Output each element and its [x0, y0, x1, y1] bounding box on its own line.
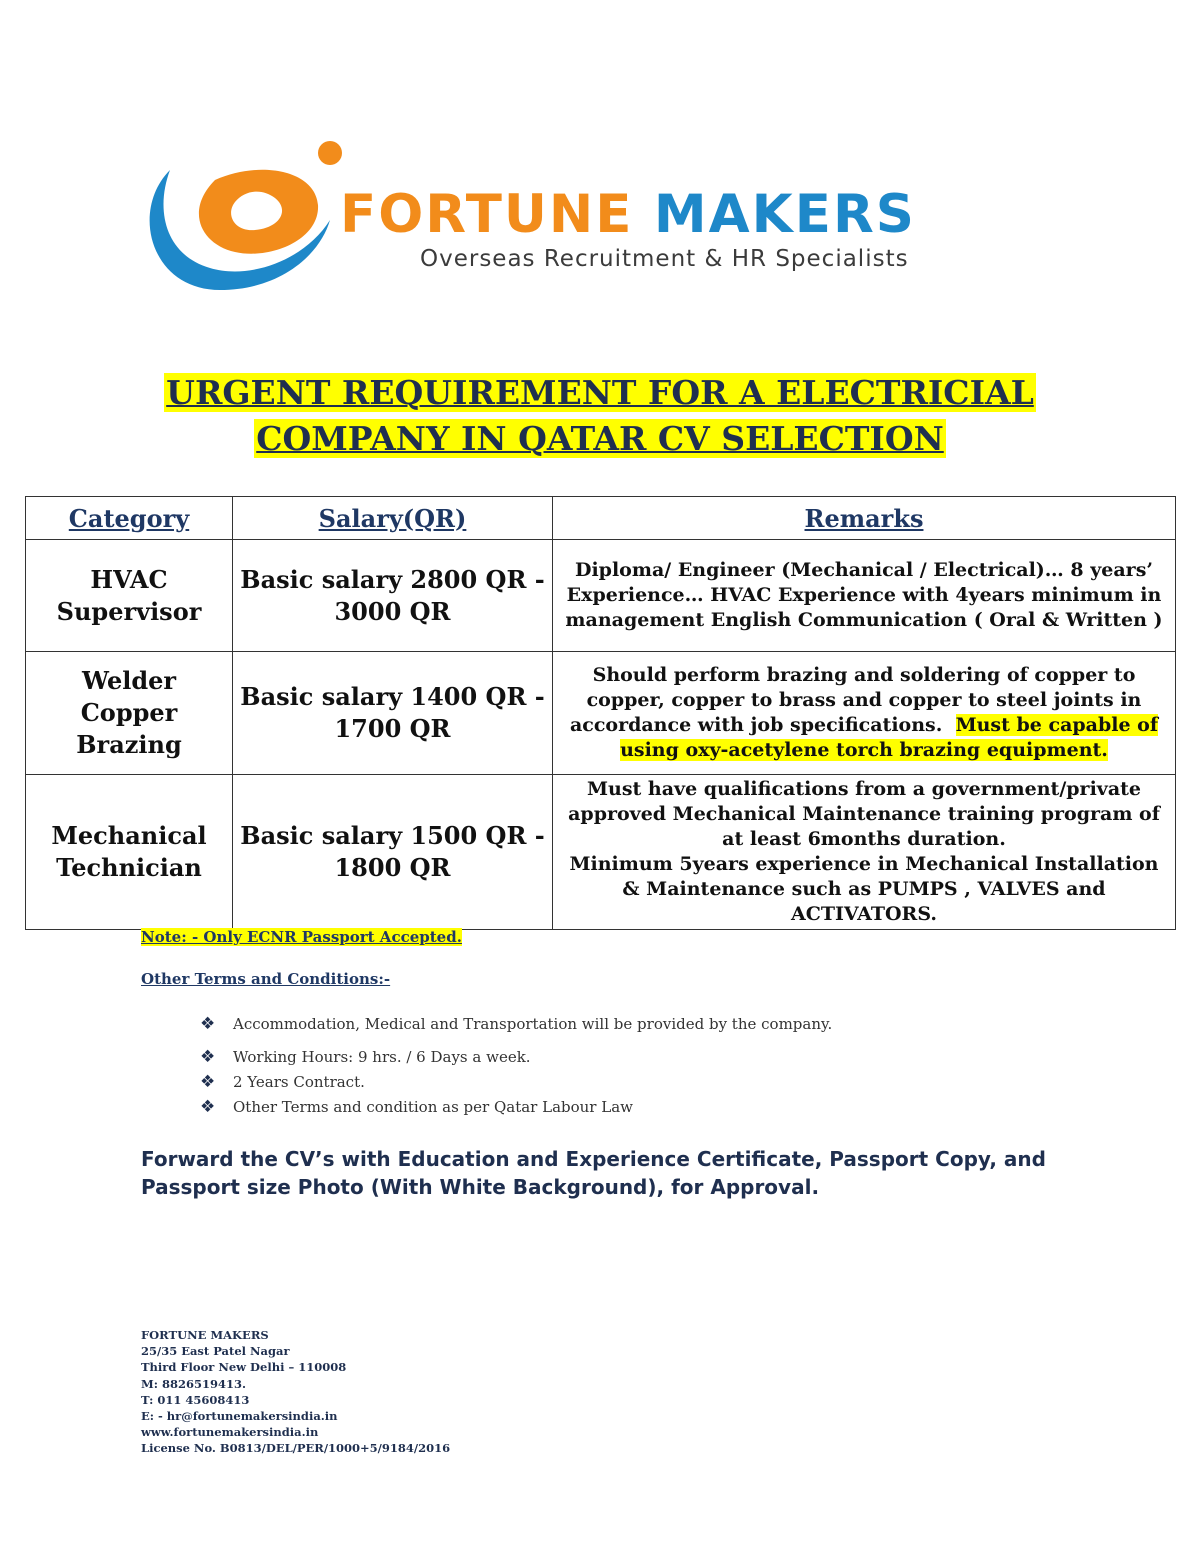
footer-address-line: 25/35 East Patel Nagar — [141, 1344, 290, 1359]
list-item — [200, 1070, 832, 1095]
table-row — [26, 652, 1176, 775]
brand-tagline: Overseas Recruitment & HR Specialists — [420, 246, 909, 272]
salary-line: Basic salary 1500 QR - — [240, 821, 545, 850]
page-title — [0, 370, 1200, 462]
ecnr-note: Note: - Only ECNR Passport Accepted. — [141, 928, 462, 946]
header-remarks: Remarks — [553, 497, 1176, 540]
job-table — [25, 496, 1176, 930]
footer-license: License No. B0813/DEL/PER/1000+5/9184/2016 — [141, 1441, 451, 1456]
footer-company: FORTUNE MAKERS — [141, 1328, 269, 1342]
term-text: 2 Years Contract. — [233, 1073, 365, 1091]
table-header-row — [26, 497, 1176, 540]
list-item — [200, 1012, 832, 1037]
logo-swoosh-icon — [140, 140, 350, 300]
diamond-bullet-icon: ❖ — [200, 1097, 216, 1117]
salary-line: Basic salary 2800 QR - — [240, 564, 545, 594]
remarks-cell — [553, 652, 1176, 775]
category-cell — [26, 775, 233, 930]
remarks-text: Diploma/ Engineer (Mechanical / Electrical)… 8 years’ Experience… HVAC Experience with 4years minimum in management English Communication ( Oral & Written ) — [565, 559, 1163, 631]
term-text: Other Terms and condition as per Qatar Labour Law — [233, 1098, 633, 1116]
diamond-bullet-icon: ❖ — [200, 1014, 216, 1034]
category-line: HVAC — [90, 564, 168, 594]
list-item — [200, 1045, 832, 1070]
header-salary: Salary(QR) — [233, 497, 553, 540]
contact-footer — [141, 1327, 450, 1457]
remarks-cell — [553, 540, 1176, 652]
terms-list — [200, 1012, 832, 1120]
remarks-highlight: Must be capable of using oxy-acetylene torch brazing equipment. — [620, 714, 1159, 761]
salary-line: 1800 QR — [334, 853, 451, 882]
category-line: Technician — [56, 853, 202, 882]
category-line: Supervisor — [56, 596, 202, 626]
footer-email: E: - hr@fortunemakersindia.in — [141, 1409, 338, 1424]
footer-address-line: Third Floor New Delhi – 110008 — [141, 1360, 347, 1375]
salary-cell — [233, 775, 553, 930]
remarks-text: Must have qualifications from a government/private approved Mechanical Maintenance training program of at least 6months duration. — [568, 778, 1160, 850]
company-logo — [140, 140, 1100, 300]
salary-line: 1700 QR — [334, 714, 451, 743]
brand-name — [340, 185, 916, 245]
category-line: Brazing — [76, 730, 182, 759]
header-category: Category — [26, 497, 233, 540]
salary-cell — [233, 652, 553, 775]
list-item — [200, 1095, 832, 1120]
title-line-1: URGENT REQUIREMENT FOR A ELECTRICIAL — [166, 373, 1034, 412]
category-cell — [26, 540, 233, 652]
footer-phone: T: 011 45608413 — [141, 1392, 250, 1407]
terms-heading: Other Terms and Conditions:- — [141, 970, 391, 988]
brand-word-makers: MAKERS — [653, 184, 916, 245]
category-line: Welder Copper — [80, 666, 178, 727]
forward-instructions: Forward the CV’s with Education and Experience Certificate, Passport Copy, and Passport size Photo (With White Background), for Approval. — [141, 1147, 1046, 1199]
table-row — [26, 540, 1176, 652]
remarks-text: Minimum 5years experience in Mechanical Installation & Maintenance such as PUMPS , VALVES and ACTIVATORS. — [569, 853, 1159, 925]
footer-mobile: M: 8826519413. — [141, 1376, 246, 1391]
remarks-cell — [553, 775, 1176, 930]
salary-cell — [233, 540, 553, 652]
term-text: Accommodation, Medical and Transportation will be provided by the company. — [233, 1015, 833, 1033]
title-line-2: COMPANY IN QATAR CV SELECTION — [256, 419, 944, 458]
category-line: Mechanical — [51, 821, 207, 850]
footer-website: www.fortunemakersindia.in — [141, 1425, 319, 1440]
diamond-bullet-icon: ❖ — [200, 1072, 216, 1092]
remarks-text: Should perform brazing and soldering of copper to copper, copper to brass and copper to steel joints in accordance with job specifications. — [569, 664, 1142, 736]
salary-line: Basic salary 1400 QR - — [240, 682, 545, 711]
term-text: Working Hours: 9 hrs. / 6 Days a week. — [233, 1048, 531, 1066]
brand-word-fortune: FORTUNE — [340, 184, 634, 245]
salary-line: 3000 QR — [334, 596, 451, 626]
diamond-bullet-icon: ❖ — [200, 1047, 216, 1067]
table-row — [26, 775, 1176, 930]
category-cell — [26, 652, 233, 775]
